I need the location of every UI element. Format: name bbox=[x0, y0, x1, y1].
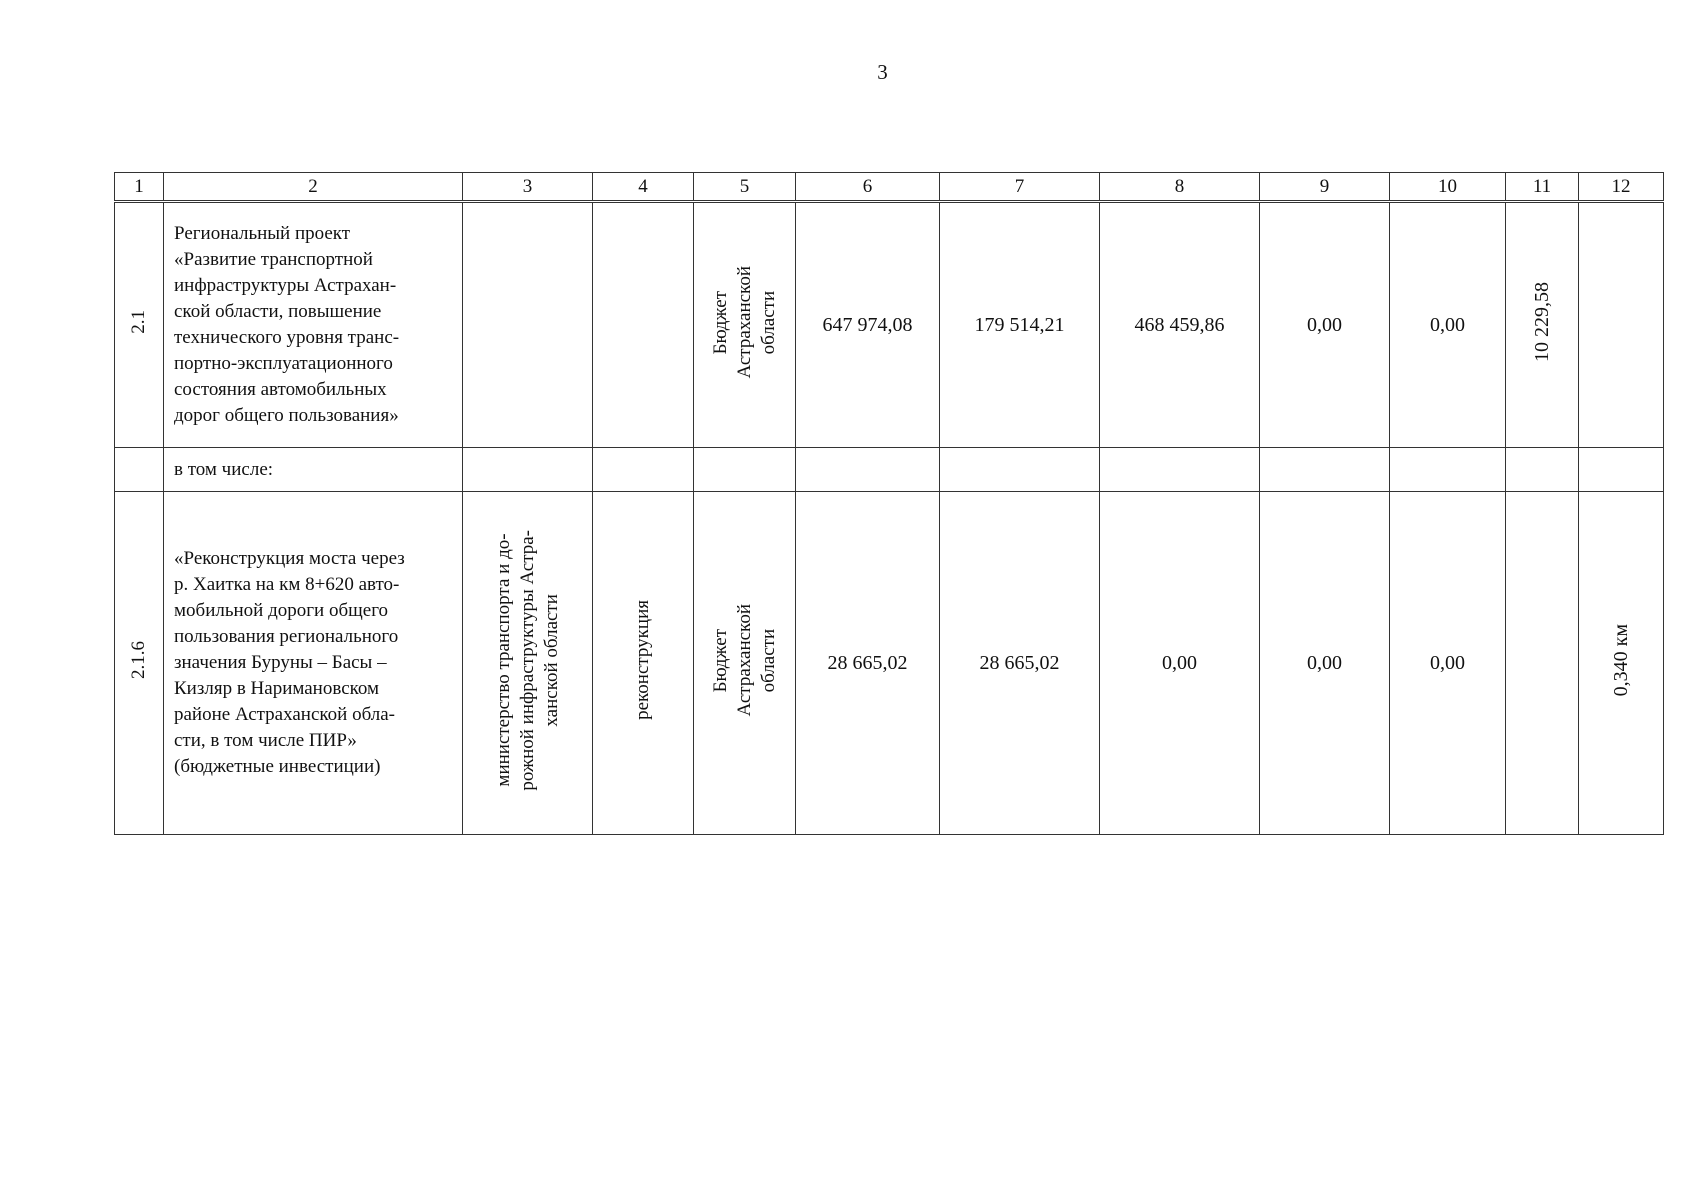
value-col12 bbox=[1579, 202, 1664, 448]
value-col12-cell bbox=[1579, 492, 1664, 835]
project-description bbox=[164, 492, 463, 835]
funding-source-cell bbox=[694, 202, 796, 448]
empty-cell bbox=[1260, 448, 1390, 492]
description-line: р. Хаитка на км 8+620 авто- bbox=[174, 574, 400, 595]
empty-cell bbox=[1579, 448, 1664, 492]
table-row bbox=[115, 492, 1664, 835]
description-line: районе Астраханской обла- bbox=[174, 704, 396, 725]
work-type-cell bbox=[593, 202, 694, 448]
header-cell-6: 6 bbox=[796, 173, 940, 202]
work-type-cell bbox=[593, 492, 694, 835]
description-line: состояния автомобильных bbox=[174, 379, 387, 400]
header-cell-12: 12 bbox=[1579, 173, 1664, 202]
description-line: технического уровня транс- bbox=[174, 327, 400, 348]
header-cell-8: 8 bbox=[1100, 173, 1260, 202]
executor-line: рожной инфраструктуры Астра- bbox=[516, 529, 538, 791]
header-cell-2: 2 bbox=[164, 173, 463, 202]
executor-cell bbox=[463, 492, 593, 835]
table-header-row bbox=[115, 173, 1664, 202]
source-line: области bbox=[757, 290, 779, 354]
empty-cell bbox=[940, 448, 1100, 492]
description-line: Кизляр в Наримановском bbox=[174, 678, 380, 699]
value-col12: 0,340 км bbox=[1610, 623, 1632, 697]
value-col7: 28 665,02 bbox=[940, 492, 1100, 835]
value-col6: 28 665,02 bbox=[796, 492, 940, 835]
description-line: инфраструктуры Астрахан- bbox=[174, 275, 397, 296]
description-line: пользования регионального bbox=[174, 626, 399, 647]
funding-source bbox=[709, 266, 781, 378]
source-line: области bbox=[757, 628, 779, 692]
header-cell-11: 11 bbox=[1506, 173, 1579, 202]
table-row bbox=[115, 448, 1664, 492]
value-col10: 0,00 bbox=[1390, 202, 1506, 448]
description-line: портно-эксплуатационного bbox=[174, 353, 393, 374]
empty-cell bbox=[593, 448, 694, 492]
subtotal-label: в том числе: bbox=[164, 448, 463, 492]
empty-cell bbox=[463, 448, 593, 492]
funding-source bbox=[709, 604, 781, 716]
executor-line: ханской области bbox=[540, 593, 562, 727]
project-description bbox=[164, 202, 463, 448]
table-row bbox=[115, 202, 1664, 448]
source-line: Астраханской bbox=[733, 603, 755, 717]
value-col9: 0,00 bbox=[1260, 492, 1390, 835]
value-col6: 647 974,08 bbox=[796, 202, 940, 448]
empty-cell bbox=[115, 448, 164, 492]
empty-cell bbox=[1390, 448, 1506, 492]
description-line: ской области, повышение bbox=[174, 301, 382, 322]
value-col11: 10 229,58 bbox=[1531, 282, 1553, 362]
value-col7: 179 514,21 bbox=[940, 202, 1100, 448]
work-type: реконструкция bbox=[632, 600, 653, 720]
description-line: «Реконструкция моста через bbox=[174, 548, 405, 569]
header-cell-10: 10 bbox=[1390, 173, 1506, 202]
source-line: Астраханской bbox=[733, 265, 755, 379]
empty-cell bbox=[1100, 448, 1260, 492]
description-line: сти, в том числе ПИР» bbox=[174, 730, 357, 751]
value-col8: 468 459,86 bbox=[1100, 202, 1260, 448]
description-line: Региональный проект bbox=[174, 223, 351, 244]
description-line: (бюджетные инвестиции) bbox=[174, 756, 381, 777]
value-col9: 0,00 bbox=[1260, 202, 1390, 448]
executor bbox=[492, 530, 564, 791]
description-line: мобильной дороги общего bbox=[174, 600, 389, 621]
header-cell-4: 4 bbox=[593, 173, 694, 202]
empty-cell bbox=[1506, 448, 1579, 492]
row-code-cell bbox=[115, 492, 164, 835]
funding-source-cell bbox=[694, 492, 796, 835]
header-cell-5: 5 bbox=[694, 173, 796, 202]
description-line: «Развитие транспортной bbox=[174, 249, 373, 270]
description-line: значения Буруны – Басы – bbox=[174, 652, 387, 673]
row-code-cell bbox=[115, 202, 164, 448]
description-line: дорог общего пользования» bbox=[174, 405, 399, 426]
value-col8: 0,00 bbox=[1100, 492, 1260, 835]
source-line: Бюджет bbox=[709, 628, 731, 692]
value-col11 bbox=[1506, 492, 1579, 835]
header-cell-7: 7 bbox=[940, 173, 1100, 202]
source-line: Бюджет bbox=[709, 290, 731, 354]
header-cell-9: 9 bbox=[1260, 173, 1390, 202]
value-col10: 0,00 bbox=[1390, 492, 1506, 835]
value-col11-cell bbox=[1506, 202, 1579, 448]
empty-cell bbox=[694, 448, 796, 492]
header-cell-3: 3 bbox=[463, 173, 593, 202]
header-cell-1: 1 bbox=[115, 173, 164, 202]
budget-table bbox=[114, 172, 1664, 835]
executor-cell bbox=[463, 202, 593, 448]
executor-line: министерство транспорта и до- bbox=[492, 533, 514, 787]
empty-cell bbox=[796, 448, 940, 492]
page-number: 3 bbox=[877, 60, 888, 84]
row-code: 2.1 bbox=[128, 310, 149, 334]
row-code: 2.1.6 bbox=[128, 641, 149, 679]
